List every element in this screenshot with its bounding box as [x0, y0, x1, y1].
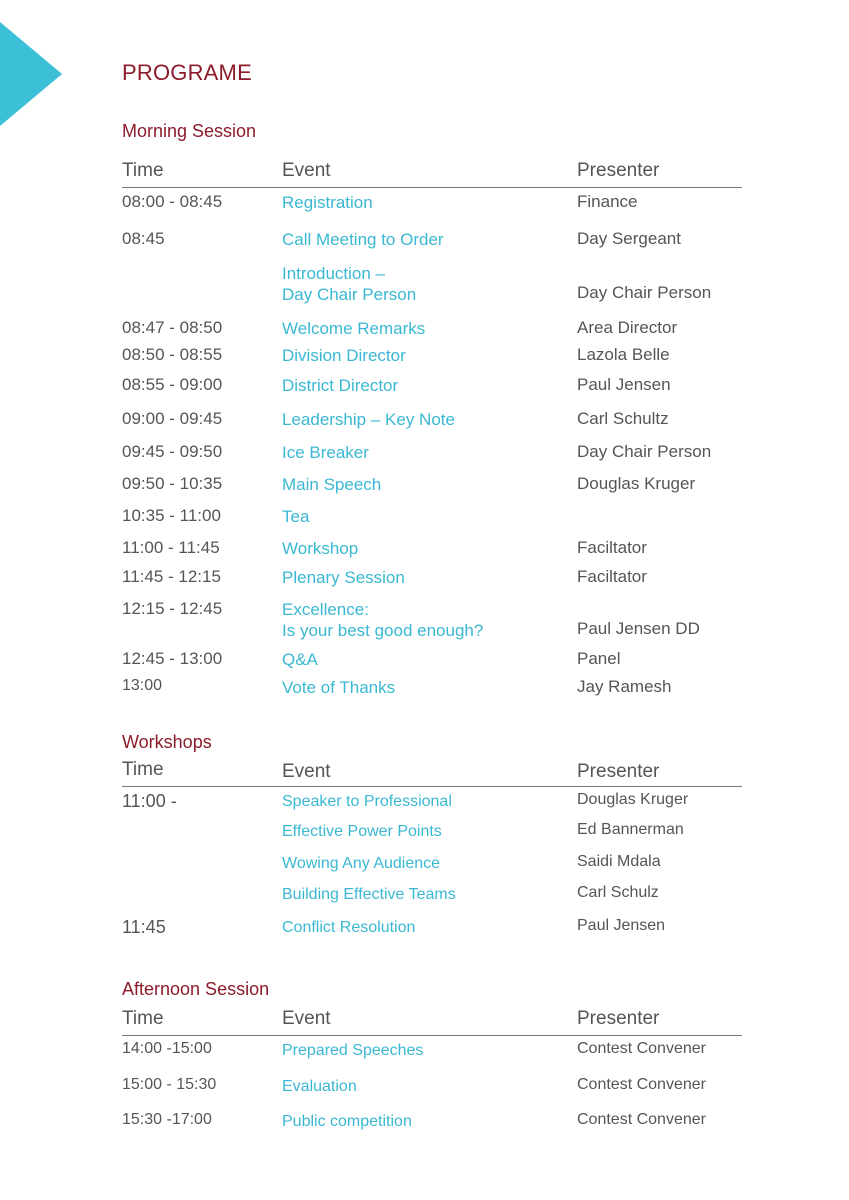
row-presenter: Carl Schultz	[577, 409, 669, 428]
row-time: 11:00 - 11:45	[122, 538, 220, 557]
row-presenter: Contest Convener	[577, 1111, 706, 1128]
row-event: Public competition	[282, 1113, 412, 1130]
row-presenter: Day Chair Person	[577, 283, 712, 302]
row-event-line1: Introduction –	[282, 264, 386, 283]
col-event-header: Event	[282, 1008, 331, 1029]
col-presenter-header: Presenter	[577, 160, 660, 181]
header-divider	[122, 1035, 742, 1036]
row-presenter: Contest Convener	[577, 1076, 706, 1093]
row-presenter: Faciltator	[577, 567, 647, 586]
row-event: Ice Breaker	[282, 443, 369, 462]
row-time: 14:00 -15:00	[122, 1040, 212, 1057]
row-presenter: Paul Jensen	[577, 375, 671, 394]
row-event-line2: Day Chair Person	[282, 285, 417, 304]
header-divider	[122, 786, 742, 787]
col-presenter-header: Presenter	[577, 761, 660, 782]
row-presenter: Day Chair Person	[577, 442, 712, 461]
row-time: 15:00 - 15:30	[122, 1076, 217, 1093]
col-event-header: Event	[282, 160, 331, 181]
row-presenter: Day Sergeant	[577, 229, 681, 248]
row-event: Speaker to Professional	[282, 793, 452, 810]
row-time: 08:00 - 08:45	[122, 192, 223, 211]
col-time-header: Time	[122, 160, 164, 181]
row-event: Prepared Speeches	[282, 1042, 424, 1059]
row-time: 11:00 -	[122, 791, 177, 811]
row-time: 10:35 - 11:00	[122, 506, 221, 525]
row-presenter: Faciltator	[577, 538, 647, 557]
col-time-header: Time	[122, 759, 164, 780]
row-presenter: Carl Schulz	[577, 884, 659, 901]
row-presenter: Saidi Mdala	[577, 853, 661, 870]
row-presenter: Paul Jensen	[577, 917, 666, 934]
row-event: Tea	[282, 507, 310, 526]
row-time: 09:45 - 09:50	[122, 442, 223, 461]
row-event: Main Speech	[282, 475, 382, 494]
row-time: 08:55 - 09:00	[122, 375, 223, 394]
row-event: Welcome Remarks	[282, 319, 426, 338]
row-event: Wowing Any Audience	[282, 855, 441, 872]
row-event: Q&A	[282, 650, 318, 669]
row-time: 08:50 - 08:55	[122, 345, 223, 364]
row-presenter: Area Director	[577, 318, 678, 337]
row-event: Conflict Resolution	[282, 919, 416, 936]
row-event: Leadership – Key Note	[282, 410, 455, 429]
row-presenter: Jay Ramesh	[577, 677, 672, 696]
row-time: 11:45	[122, 917, 166, 937]
row-presenter: Paul Jensen DD	[577, 619, 700, 638]
row-event: Plenary Session	[282, 568, 405, 587]
row-event: Division Director	[282, 346, 406, 365]
workshops-table-header	[122, 759, 742, 785]
row-time: 08:47 - 08:50	[122, 318, 223, 337]
col-time-header: Time	[122, 1008, 164, 1029]
row-presenter: Douglas Kruger	[577, 791, 689, 808]
afternoon-table-header	[122, 1008, 742, 1034]
row-event-line2: Is your best good enough?	[282, 621, 484, 640]
row-event: Call Meeting to Order	[282, 230, 444, 249]
col-presenter-header: Presenter	[577, 1008, 660, 1029]
row-time: 08:45	[122, 229, 165, 248]
row-presenter: Panel	[577, 649, 621, 668]
row-event: Building Effective Teams	[282, 886, 456, 903]
row-presenter: Douglas Kruger	[577, 474, 696, 493]
row-event: Effective Power Points	[282, 823, 442, 840]
row-time: 11:45 - 12:15	[122, 567, 221, 586]
afternoon-session-heading: Afternoon Session	[122, 979, 270, 999]
header-divider	[122, 187, 742, 188]
row-event: Registration	[282, 193, 373, 212]
corner-triangle-decoration	[0, 22, 62, 126]
row-presenter: Lazola Belle	[577, 345, 670, 364]
row-presenter: Contest Convener	[577, 1040, 706, 1057]
page-title: PROGRAME	[122, 60, 252, 85]
row-event: Evaluation	[282, 1078, 357, 1095]
row-time: 13:00	[122, 677, 163, 694]
row-presenter: Finance	[577, 192, 638, 211]
row-event: Vote of Thanks	[282, 678, 396, 697]
row-event	[282, 263, 416, 305]
morning-table-header	[122, 160, 742, 186]
row-presenter: Ed Bannerman	[577, 821, 684, 838]
row-time: 15:30 -17:00	[122, 1111, 212, 1128]
morning-session-heading: Morning Session	[122, 121, 257, 141]
row-event-line1: Excellence:	[282, 600, 369, 619]
row-time: 12:15 - 12:45	[122, 599, 223, 618]
col-event-header: Event	[282, 761, 331, 782]
row-event: District Director	[282, 376, 399, 395]
row-time: 09:50 - 10:35	[122, 474, 223, 493]
row-time: 09:00 - 09:45	[122, 409, 223, 428]
row-time: 12:45 - 13:00	[122, 649, 223, 668]
row-event: Workshop	[282, 539, 359, 558]
workshops-heading: Workshops	[122, 732, 212, 752]
row-event	[282, 599, 483, 641]
